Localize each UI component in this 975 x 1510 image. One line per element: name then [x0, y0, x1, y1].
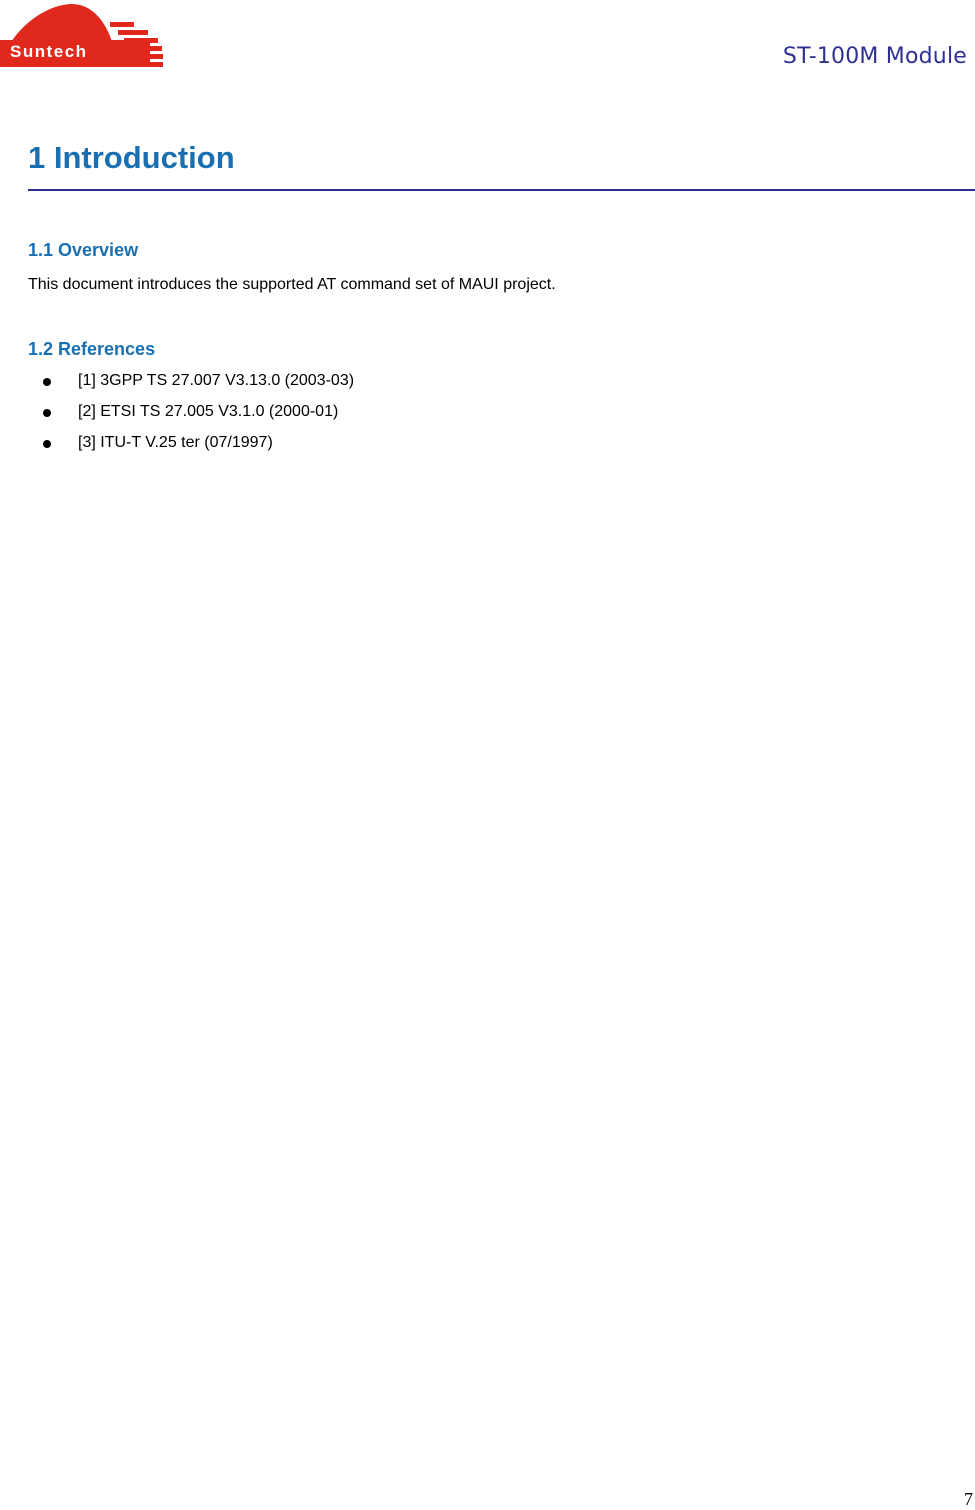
reference-text: [1] 3GPP TS 27.007 V3.13.0 (2003-03): [78, 372, 355, 389]
bullet-icon: [43, 440, 51, 448]
logo-wordmark: Suntech: [10, 42, 88, 61]
document-header-title: ST-100M Module: [782, 44, 967, 69]
reference-text: [3] ITU-T V.25 ter (07/1997): [78, 434, 273, 451]
section-heading-references: 1.2 References: [28, 339, 156, 359]
overview-paragraph: This document introduces the supported AT command set of MAUI project.: [28, 276, 556, 293]
suntech-logo: [0, 0, 165, 70]
chapter-divider: [28, 189, 975, 191]
bullet-icon: [43, 409, 51, 417]
bullet-icon: [43, 378, 51, 386]
reference-text: [2] ETSI TS 27.005 V3.1.0 (2000-01): [78, 403, 339, 420]
page-number: 7: [964, 1489, 973, 1509]
section-heading-overview: 1.1 Overview: [28, 240, 139, 260]
chapter-title: 1 Introduction: [28, 140, 235, 175]
